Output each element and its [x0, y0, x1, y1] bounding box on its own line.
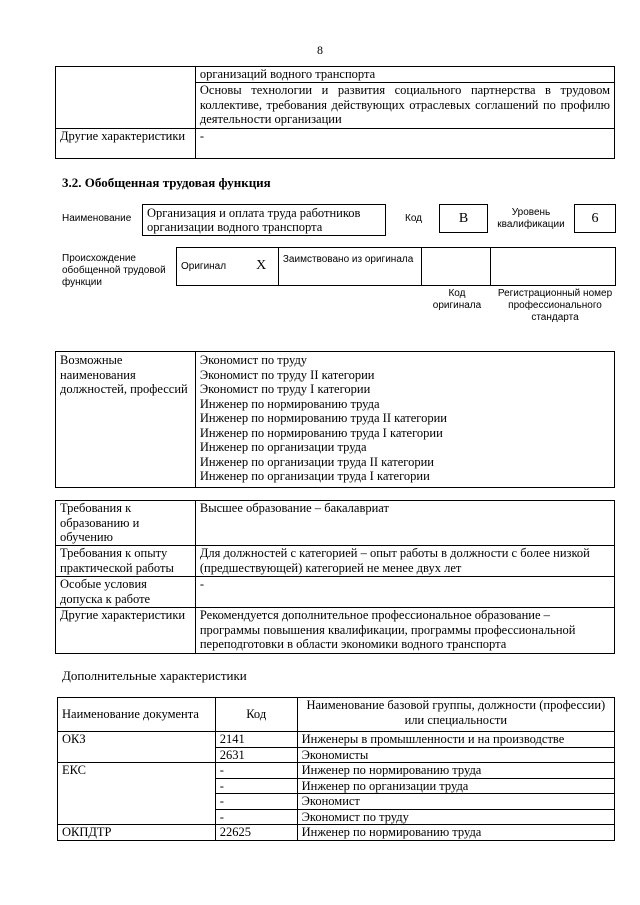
level-label: Уровень квалификации: [497, 207, 565, 230]
code-original-caption: Код оригинала: [432, 288, 482, 311]
reg-number-cell: [491, 248, 616, 286]
positions-list: [195, 352, 614, 488]
original-mark: X: [244, 248, 278, 286]
borrowed-label: Заимствовано из оригинала: [278, 248, 421, 286]
doc-name: ОКПДТР: [58, 825, 216, 841]
top-characteristics-table: [55, 66, 615, 159]
table-row: [56, 352, 615, 488]
table-row: [58, 825, 615, 841]
row-name: Экономист: [297, 794, 614, 810]
name-label: Наименование: [62, 213, 132, 224]
row-code: -: [215, 778, 297, 794]
requirement-value: Высшее образование – бакалавриат: [195, 501, 614, 546]
header-name: Наименование базовой группы, должности (профессии) или специальности: [297, 698, 614, 732]
table-row: [56, 501, 615, 546]
table-row: [56, 546, 615, 577]
table-row: [56, 129, 615, 159]
header-document: Наименование документа: [58, 698, 216, 732]
row-name: Инженер по нормированию труда: [297, 763, 614, 779]
reg-number-caption: Регистрационный номер профессионального стандарта: [497, 288, 613, 323]
table-row: [58, 763, 615, 779]
doc-name: ОКЗ: [58, 732, 216, 763]
list-item: Инженер по организации труда: [199, 440, 367, 454]
doc-name: ЕКС: [58, 763, 216, 825]
list-item: Инженер по нормированию труда: [199, 396, 380, 411]
row-code: 22625: [215, 825, 297, 841]
origin-label: Происхождение обобщенной трудовой функции: [62, 253, 166, 288]
code-label: Код: [405, 213, 423, 224]
list-item: Инженер по организации труда I категории: [199, 469, 430, 483]
list-item: Инженер по организации труда II категории: [199, 454, 434, 469]
row-name: Экономисты: [297, 747, 614, 763]
section-title: 3.2. Обобщенная трудовая функция: [62, 175, 271, 190]
additional-table: [57, 697, 615, 841]
positions-table: [55, 351, 615, 488]
list-item: Инженер по нормированию труда II категории: [199, 411, 447, 425]
requirements-table: [55, 500, 615, 654]
requirement-value: -: [195, 577, 614, 608]
requirement-label: Требования к образованию и обучению: [56, 501, 196, 546]
page-number: 8: [317, 43, 323, 57]
table-row: [58, 732, 615, 748]
list-item: Экономист по труду II категории: [199, 367, 375, 382]
origin-table: [176, 247, 616, 286]
row-name: Экономист по труду: [297, 809, 614, 825]
code-original-cell: [421, 248, 491, 286]
requirement-label: Особые условия допуска к работе: [56, 577, 196, 608]
table-cell-value: -: [195, 129, 614, 159]
header-code: Код: [215, 698, 297, 732]
code-value-box: B: [439, 204, 488, 233]
row-name: Инженер по нормированию труда: [297, 825, 614, 841]
row-code: -: [215, 794, 297, 810]
row-name: Инженер по организации труда: [297, 778, 614, 794]
table-cell-value: Основы технологии и развития социального партнерства в трудовом коллективе, требования действующих отраслевых соглашений по профилю деятельности организации: [195, 83, 614, 129]
table-row: [56, 67, 615, 83]
list-item: Инженер по нормированию труда I категории: [199, 425, 443, 440]
row-name: Инженеры в промышленности и на производстве: [297, 732, 614, 748]
row-code: 2141: [215, 732, 297, 748]
table-row: [177, 248, 616, 286]
positions-label: Возможные наименования должностей, профессий: [56, 352, 196, 488]
requirement-label: Другие характеристики: [56, 608, 196, 654]
list-item: Экономист по труду: [199, 353, 308, 367]
additional-title: Дополнительные характеристики: [62, 668, 247, 683]
table-header-row: [58, 698, 615, 732]
table-row: [56, 577, 615, 608]
row-code: -: [215, 763, 297, 779]
requirement-value: Рекомендуется дополнительное профессиональное образование – программы повышения квалификации, программы профессиональной переподготовки в области экономики водного транспорта: [195, 608, 614, 654]
original-label: Оригинал: [177, 248, 245, 286]
requirement-value: Для должностей с категорией – опыт работы в должности с более низкой (предшествующей) категорией не менее двух лет: [195, 546, 614, 577]
table-row: [56, 608, 615, 654]
table-cell-label: [56, 67, 196, 129]
row-code: -: [215, 809, 297, 825]
list-item: Экономист по труду I категории: [199, 382, 371, 396]
table-cell-value: организаций водного транспорта: [195, 67, 614, 83]
row-code: 2631: [215, 747, 297, 763]
level-value-box: 6: [574, 204, 616, 233]
requirement-label: Требования к опыту практической работы: [56, 546, 196, 577]
table-cell-label: Другие характеристики: [56, 129, 196, 159]
function-name-box: Организация и оплата труда работников организации водного транспорта: [142, 204, 386, 236]
